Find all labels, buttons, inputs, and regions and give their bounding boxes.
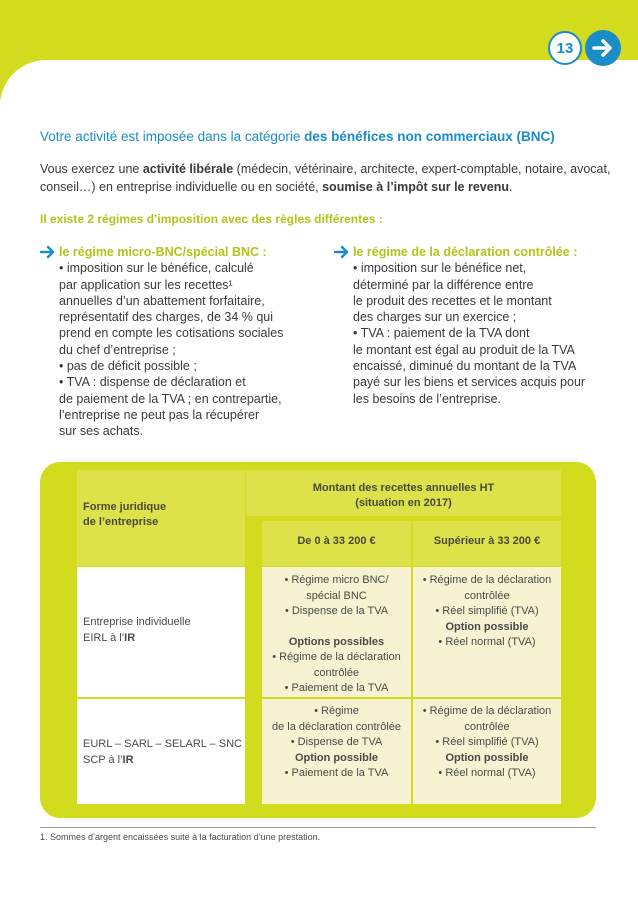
table-row-label-societes: EURL – SARL – SELARL – SNC SCP à l’IR bbox=[77, 699, 245, 804]
footnote: 1. Sommes d’argent encaissées suite à la facturation d’une prestation. bbox=[40, 832, 321, 842]
arrow-right-icon[interactable] bbox=[585, 30, 621, 66]
micro-bnc-column bbox=[40, 244, 320, 440]
micro-bnc-text: • imposition sur le bénéfice, calculé par application sur les recettes¹ annuelles d’un abattement forfaitaire, représentatif des charges, de 34 % qui prend en compte les cotisations sociales du chef d’entreprise ; • pas de déficit possible ; • TVA : dispense de déclaration et de paiement de la TVA ; en contrepartie, l’entreprise ne peut pas la récupérer sur ses achats. bbox=[59, 261, 284, 439]
regimes-subheading: Il existe 2 régimes d’imposition avec des règles différentes : bbox=[40, 212, 383, 226]
micro-bnc-heading: le régime micro-BNC/spécial BNC : bbox=[40, 244, 320, 260]
declaration-controlee-column bbox=[334, 244, 614, 407]
table-header-col1: De 0 à 33 200 € bbox=[262, 521, 411, 566]
table-header-col2: Supérieur à 33 200 € bbox=[413, 521, 561, 566]
table-cell-r2c2: • Régime de la déclaration contrôlée • Réel simplifié (TVA) Option possible • Réel normal (TVA) bbox=[413, 699, 561, 804]
declaration-controlee-text: • imposition sur le bénéfice net, déterminé par la différence entre le produit des recettes et le montant des charges sur un exercice ; • TVA : paiement de la TVA dont le montant est égal au produit de la TVA encaissé, diminué du montant de la TVA payé sur les biens et services acquis pour les besoins de l’entreprise. bbox=[353, 261, 586, 406]
row-arrow-marker bbox=[246, 626, 253, 638]
declaration-controlee-heading: le régime de la déclaration contrôlée : bbox=[334, 244, 614, 260]
arrow-right-icon bbox=[334, 245, 350, 259]
intro-paragraph: Vous exercez une activité libérale (médecin, vétérinaire, architecte, expert-comptable, notaire, avocat, conseil…) en entreprise individuelle ou en société, soumise à l’impôt sur le revenu. bbox=[40, 162, 611, 194]
row-arrow-marker bbox=[246, 746, 253, 758]
page-number: 13 bbox=[548, 31, 582, 65]
table-cell-r1c1: • Régime micro BNC/ spécial BNC • Dispense de la TVA Options possibles • Régime de la déclaration contrôlée • Paiement de la TVA bbox=[262, 567, 411, 697]
table-header-montant: Montant des recettes annuelles HT (situation en 2017) bbox=[246, 470, 561, 516]
page-title: Votre activité est imposée dans la catégorie des bénéfices non commerciaux (BNC) bbox=[40, 129, 555, 144]
row-arrow-marker bbox=[246, 537, 253, 549]
table-row-label-ei: Entreprise individuelle EIRL à l’IR bbox=[77, 567, 245, 697]
table-cell-r2c1: • Régime de la déclaration contrôlée • Dispense de TVA Option possible • Paiement de la TVA bbox=[262, 699, 411, 804]
footnote-divider bbox=[40, 827, 596, 828]
table-header-forme: Forme juridique de l’entreprise bbox=[77, 470, 245, 566]
arrow-right-icon bbox=[40, 245, 56, 259]
table-cell-r1c2: • Régime de la déclaration contrôlée • Réel simplifié (TVA) Option possible • Réel normal (TVA) bbox=[413, 567, 561, 697]
